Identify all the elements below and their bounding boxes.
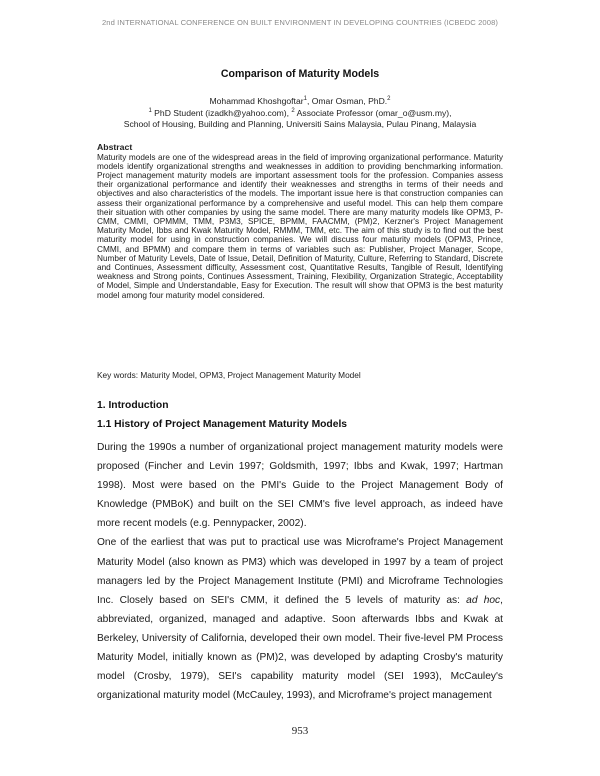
affiliation-mark: 2 [291,107,295,114]
affiliation-text: Associate Professor (omar_o@usm.my), [294,107,452,118]
paragraph-text: , abbreviated, organized, managed and adaptive. Soon afterwards Ibbs and Kwak at Berkeley, University of California, developed their own model. Their five-level PM Process Maturity Model, initially known as (PM)2, was developed by adapting Crosby's maturity model (Crosby, 1979), SEI's capability maturity model (SEI 1993), McCauley's organizational maturity model (McCauley, 1993), and Microframe's project management [97,594,503,702]
paragraph-text: One of the earliest that was put to practical use was Microframe's Project Management Maturity Model (also known as PM3) which was developed in 1997 by a team of project managers led by the Project Management Institute (PMI) and Microframe Technologies Inc. Closely based on SEI's CMM, it defined the 5 levels of maturity as: [97,537,503,606]
affiliation-text: PhD Student (izadkh@yahoo.com), [151,107,292,118]
paragraph: During the 1990s a number of organizational project management maturity models were proposed (Fincher and Levin 1997; Goldsmith, 1997; Ibbs and Kwak, 1997; Hartman 1998). Most were based on the PMI's Guide to the Project Management Body of Knowledge (PMBoK) and built on the SEI CMM's five level approach, as indeed have more recent models (e.g. Pennypacker, 2002). [97,442,503,530]
affiliation-line [0,108,600,120]
running-header: 2nd INTERNATIONAL CONFERENCE ON BUILT ENVIRONMENT IN DEVELOPING COUNTRIES (ICBEDC 2008) [101,18,499,27]
author-name: Omar Osman, PhD. [311,96,388,106]
keywords: Key words: Maturity Model, OPM3, Project Management Maturity Model [97,370,361,380]
author-line [0,96,600,108]
body-text [97,438,503,705]
page-number: 953 [291,725,309,737]
abstract-heading: Abstract [97,142,133,152]
author-separator: , [306,96,312,106]
author-mark: 1 [303,96,307,102]
section-heading-introduction: 1. Introduction [97,400,169,411]
author-name: Mohammad Khoshgoftar [209,96,304,106]
page-title: Comparison of Maturity Models [220,68,380,80]
abstract-section [97,143,503,300]
paragraph [97,533,503,705]
abstract-text: Maturity models are one of the widespread areas in the field of improving organizational performance. Maturity models identify organizational strengths and weaknesses in addition to providing benchmarking information. Project management maturity models are important assessment tools for the profession. Companies assess their organizational performance and identify their weaknesses and strengths in terms of their needs and objectives and also characteristics of the models. The important issue here is that construction companies can assess their organizational performance by a comprehensive and useful model. This can help them compare their situation with other companies by using the same model. There are many maturity models like OPM3, P-CMM, CMMI, OPMMM, TMM, P3M3, SPICE, BPMM, FAACMM, (PM)2, Kerzner's Project Management Maturity Model, Ibbs and Kwak Maturity Model, RMMM, TMM, etc. The aim of this study is to find out the best maturity model for using in construction companies. We will discuss four maturity models (OPM3, Prince, CMMI, and BPMM) and compare them in terms of variables such as: Publisher, Project Manager, Scope, Number of Maturity Levels, Date of Issue, Detail, Definition of Maturity, Culture, Referring to Standard, Discrete and Continues, Assessment difficulty, Assessment cost, Quantitative Results, Tangible of Result, Identifying weakness and Strong points, Continues Assessment, Training, Flexibility, Organization Strategic, Acceptability of Model, Simple and Understandable, Easy for Execution. The result will show that OPM3 is the best maturity model among four maturity model considered. [97,152,503,300]
paragraph-italic: ad hoc [466,594,501,606]
institution-line: School of Housing, Building and Planning, Universiti Sains Malaysia, Pulau Pinang, Malaysia [123,119,477,129]
author-block [0,96,600,131]
affiliation-mark: 1 [148,107,152,114]
subsection-heading-history: 1.1 History of Project Management Maturity Models [97,419,348,430]
author-mark: 2 [387,96,391,102]
